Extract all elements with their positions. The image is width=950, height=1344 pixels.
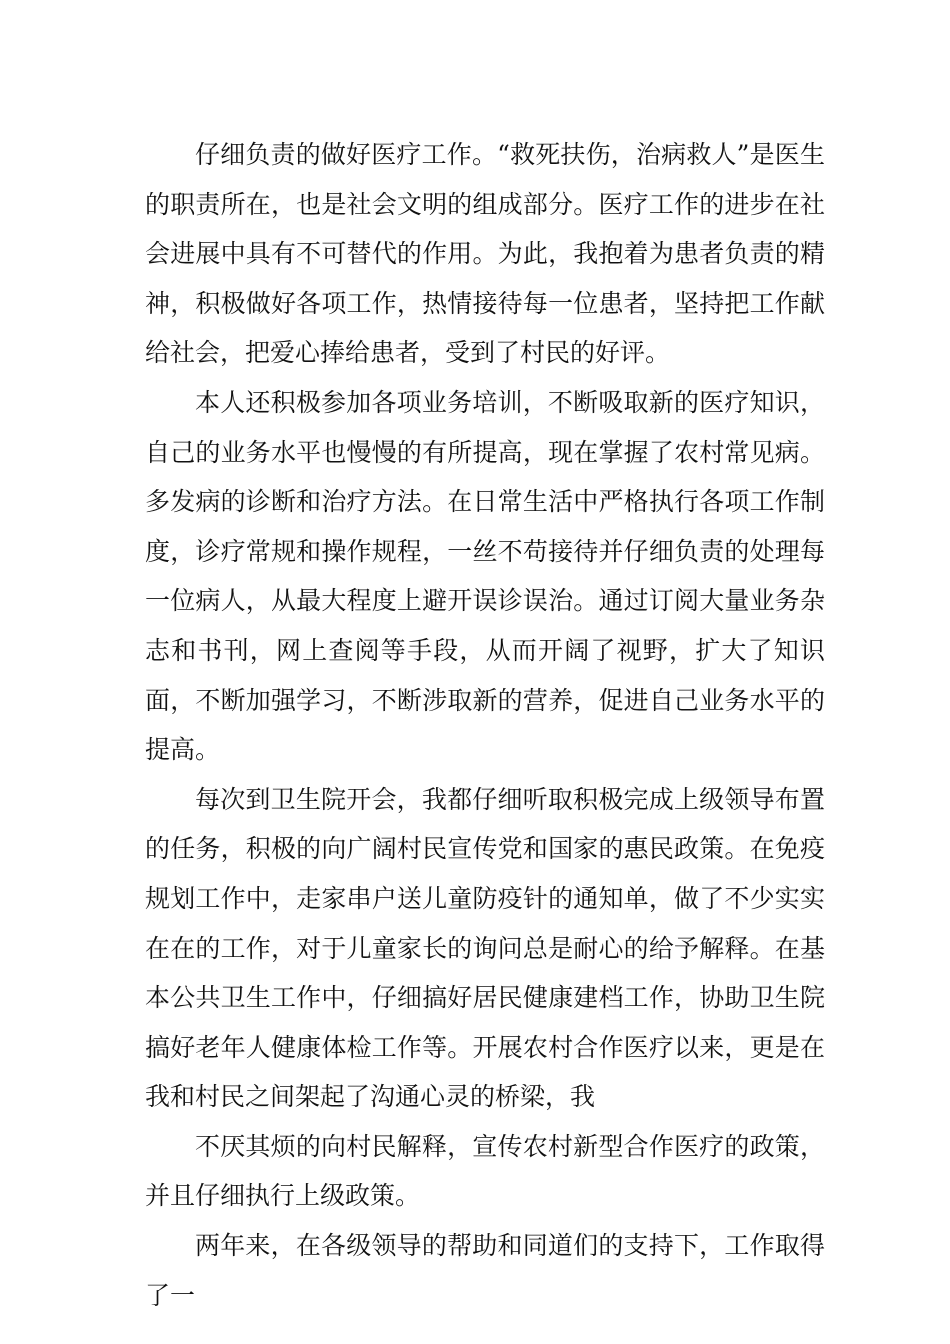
paragraph-2 — [145, 378, 825, 775]
paragraph-3-text: 每次到卫生院开会，我都仔细听取积极完成上级领导布置的任务，积极的向广阔村民宣传党和国家的惠民政策。在免疫规划工作中，走家串户送儿童防疫针的通知单，做了不少实实在在的工作，对于儿童家长的询问总是耐心的给予解释。在基本公共卫生工作中，仔细搞好居民健康建档工作，协助卫生院搞好老年人健康体检工作等。开展农村合作医疗以来，更是在我和村民之间架起了沟通心灵的桥梁，我 — [145, 784, 825, 1112]
paragraph-1 — [145, 130, 825, 378]
paragraph-3 — [145, 775, 825, 1122]
paragraph-1-text: 仔细负责的做好医疗工作。“救死扶伤，治病救人”是医生的职责所在，也是社会文明的组成部分。医疗工作的进步在社会进展中具有不可替代的作用。为此，我抱着为患者负责的精神，积极做好各项工作，热情接待每一位患者，坚持把工作献给社会，把爱心捧给患者，受到了村民的好评。 — [145, 140, 825, 368]
paragraph-4 — [145, 1122, 825, 1221]
paragraph-5 — [145, 1221, 825, 1320]
document-body — [145, 130, 825, 1320]
paragraph-5-text: 两年来，在各级领导的帮助和同道们的支持下，工作取得了一 — [145, 1231, 825, 1310]
paragraph-2-text: 本人还积极参加各项业务培训，不断吸取新的医疗知识，自己的业务水平也慢慢的有所提高，现在掌握了农村常见病。多发病的诊断和治疗方法。在日常生活中严格执行各项工作制度，诊疗常规和操作规程，一丝不苟接待并仔细负责的处理每一位病人，从最大程度上避开误诊误治。通过订阅大量业务杂志和书刊，网上查阅等手段，从而开阔了视野，扩大了知识面，不断加强学习，不断涉取新的营养，促进自己业务水平的提高。 — [145, 387, 825, 765]
paragraph-4-text: 不厌其烦的向村民解释，宣传农村新型合作医疗的政策，并且仔细执行上级政策。 — [145, 1131, 825, 1211]
